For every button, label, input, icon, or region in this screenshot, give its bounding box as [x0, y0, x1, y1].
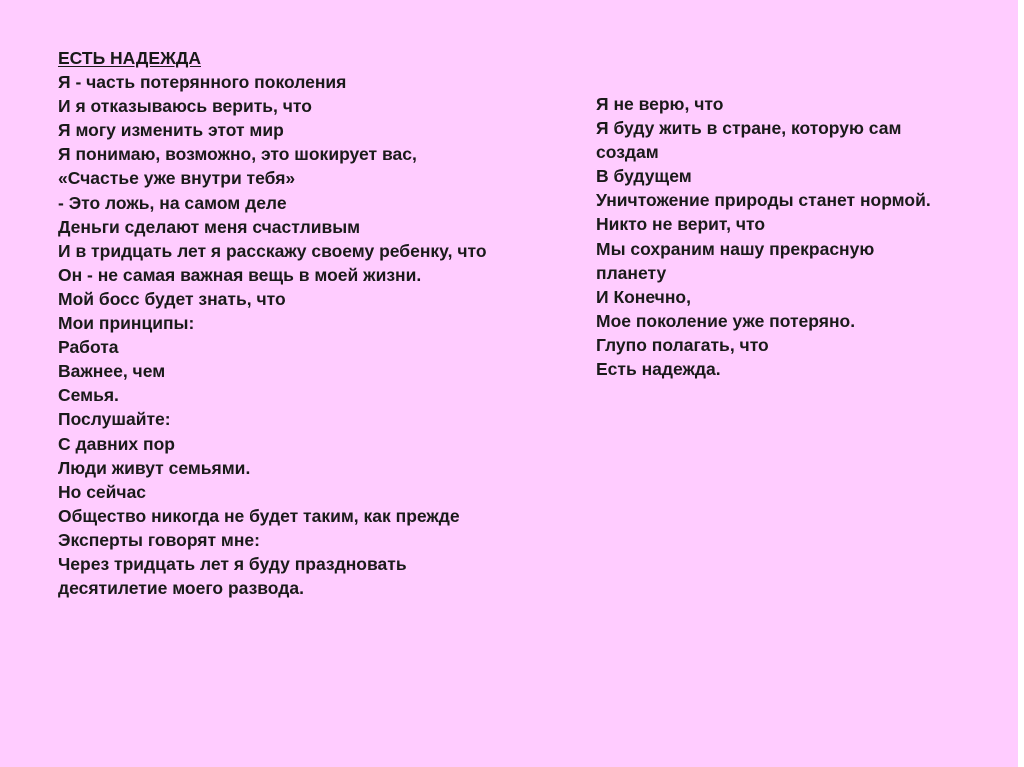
text-line: десятилетие моего развода.	[58, 578, 304, 599]
text-line: Через тридцать лет я буду праздновать	[58, 553, 407, 574]
text-line: Я не верю, что	[596, 94, 724, 114]
text-line: Я понимаю, возможно, это шокирует вас,	[58, 144, 417, 165]
text-line: создам	[596, 142, 659, 163]
text-line: В будущем	[596, 166, 692, 187]
text-line: Мы сохраним нашу прекрасную	[596, 238, 875, 259]
slide-title: ЕСТЬ НАДЕЖДА	[58, 48, 201, 68]
text-line: Семья.	[58, 385, 119, 406]
text-line: Уничтожение природы станет нормой.	[596, 190, 931, 211]
text-line: Мой босс будет знать, что	[58, 288, 286, 309]
right-edge-strip	[1018, 0, 1024, 767]
text-line: Он - не самая важная вещь в моей жизни.	[58, 264, 422, 285]
text-line: «Счастье уже внутри тебя»	[58, 168, 296, 189]
text-line: И я отказываюсь верить, что	[58, 96, 312, 117]
text-line: Есть надежда.	[596, 359, 721, 380]
text-line: Общество никогда не будет таким, как прежде	[58, 505, 460, 526]
text-line: Мои принципы:	[58, 313, 195, 334]
text-line: С давних пор	[58, 433, 175, 454]
text-line: Эксперты говорят мне:	[58, 529, 260, 550]
right-text-column	[596, 92, 996, 381]
left-text-column	[58, 46, 558, 600]
text-line: Люди живут семьями.	[58, 457, 251, 478]
text-line: Я могу изменить этот мир	[58, 120, 284, 141]
text-line: И Конечно,	[596, 286, 691, 307]
text-line: Я - часть потерянного поколения	[58, 72, 347, 93]
text-line: Но сейчас	[58, 481, 147, 502]
text-line: Послушайте:	[58, 409, 171, 430]
text-line: Мое поколение уже потеряно.	[596, 310, 856, 331]
text-line: - Это ложь, на самом деле	[58, 192, 287, 213]
text-line: Работа	[58, 337, 119, 358]
text-line: планету	[596, 262, 667, 283]
text-line: Деньги сделают меня счастливым	[58, 216, 361, 237]
text-line: Я буду жить в стране, которую сам	[596, 118, 902, 139]
text-line: Важнее, чем	[58, 361, 166, 382]
text-line: И в тридцать лет я расскажу своему ребенку, что	[58, 240, 487, 261]
text-line: Никто не верит, что	[596, 214, 766, 235]
text-line: Глупо полагать, что	[596, 334, 769, 355]
